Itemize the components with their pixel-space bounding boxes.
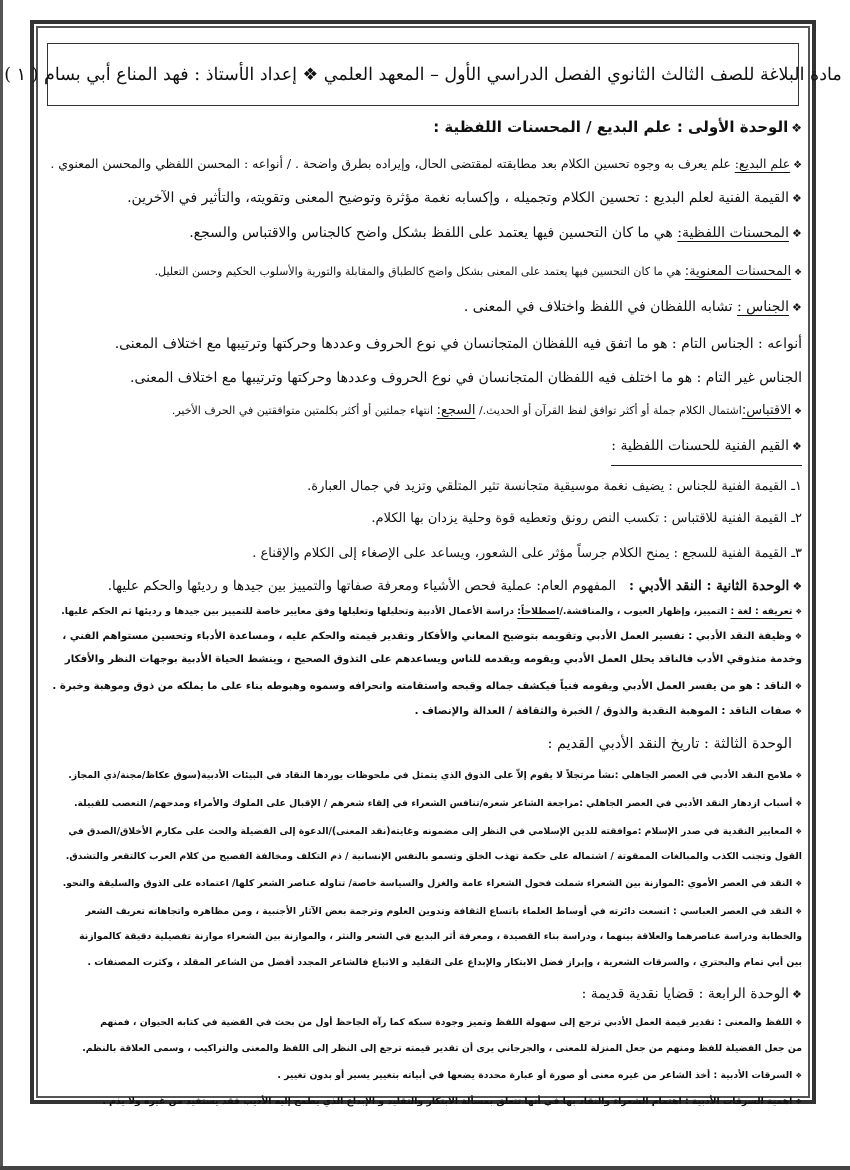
term-label: السجع: (436, 403, 476, 418)
term-label: المحسنات اللفظية: (677, 225, 789, 241)
scan-edge (0, 0, 3, 1170)
general-concept: المفهوم العام: عملية فحص الأشياء ومعرفة صفاتها والتمييز بين جيدها و رديئها والحكم عليها. (107, 578, 617, 594)
term-label: الجناس : (737, 299, 789, 315)
bullet-icon: ❖ (791, 301, 802, 314)
bullet-icon: ❖ (791, 121, 802, 135)
scan-edge (0, 1166, 850, 1170)
umawi-critique: ❖النقد في العصر الأموي :الموازنة بين الشعراء شملت فحول الشعراء عامة والغزل والسياسة خاصة/ تناوله عناصر الشعر كلها/ اعتماده على الذوق والسليقة والنحو. (62, 878, 802, 889)
bullet-icon: ❖ (795, 771, 802, 780)
bullet-icon: ❖ (795, 607, 802, 616)
abbasi-critique-1: ❖النقد في العصر العباسي : اتسعت دائرته في أوساط العلماء باتساع الثقافة وتدوين العلوم وترجمة بعض الآثار الأجنبية ، ومن مظاهره واتجاهاته تعريف الشعر (85, 906, 802, 917)
unit2-heading: الوحدة الثانية : النقد الأدبي : (629, 578, 790, 594)
page-frame (4, 20, 842, 1107)
islam-criteria-1: ❖المعايير النقدية في صدر الإسلام :موافقته للدين الإسلامي في النظر إلى مضمونه وغايته(نقد المعنى)/الدعوة إلى الفضيلة والحث على مكارم الأخلاق/الصدق في (68, 826, 802, 837)
bullet-icon: ❖ (791, 440, 802, 453)
term-label: تعريفه : لغة : (730, 606, 793, 617)
critic-traits: ❖صفات الناقد : الموهبة النقدية والذوق / الخبرة والثقافة / العدالة والإنصاف . (414, 706, 802, 717)
document-body (44, 112, 802, 1114)
badi-value: ❖القيمة الفنية لعلم البديع : تحسين الكلام وتجميله ، وإكسابه نغمة مؤثرة وتوضيح المعنى وتقويته، والتأثير في الآخرين. (127, 190, 802, 206)
bullet-icon: ❖ (794, 268, 802, 278)
term-label: علم البديع: (734, 156, 791, 171)
unit2-heading-row (44, 571, 802, 599)
bullet-icon: ❖ (794, 681, 802, 691)
islam-criteria-2: القول وتجنب الكذب والمبالغات الممقوتة / اشتماله على حكمة تهذب الخلق وتسمو بالنفس الإنسانية / ذم التكلف ومخالفة الفصيح من كلام العرب كالتقعر والتشدق. (65, 851, 802, 862)
term-label: اصطلاحاً: (517, 606, 560, 617)
title-box (4, 43, 842, 106)
jinas-tam: أنواعه : الجناس التام : هو ما اتفق فيه اللفظان المتجانسان في نوع الحروف وعددها وحركتها وترتيبها مع اختلاف المعنى. (114, 336, 802, 352)
bullet-icon: ❖ (795, 799, 802, 808)
term-label: المحسنات المعنوية: (684, 264, 792, 279)
sariqat-importance: ❖اهمية السرقات الأدبية : اهتمام الشعراء والنقاد بها في أنها تتعلق بمسألة الابتكار والتقليد و الإبداع الذي يطمح إليه الأديب فقد يستفيد من غيره ولا يذم . (102, 1096, 802, 1107)
bullet-icon: ❖ (791, 988, 802, 1001)
jinas-ghair-tam: الجناس غير التام : هو ما اختلف فيه اللفظان المتجانسان في نوع الحروف وعددها وحركتها وترتيبها مع اختلاف المعنى. (130, 370, 802, 386)
bullet-icon: ❖ (795, 1071, 802, 1080)
jahili-features: ❖ملامح النقد الأدبي في العصر الجاهلي :نشأ مرتجلاً لا يقوم إلاّ على الذوق الذي يتمثل في ملحوظات يوردها النقاد في البيئات الأدبية(سوق عكاظ/مجنة/ذي المجاز. (68, 770, 802, 781)
lafz-manna-2: من جعل الفضيلة للفظ ومنهم من جعل المنزلة للمعنى ، والجرجاني يرى أن تقدير قيمته ترجع إلى النظر إلى اللفظ والمعنى والتراكيب ، وسمى العلاقة بالنظم. (82, 1043, 802, 1054)
manawiya-definition: ❖المحسنات المعنوية: هي ما كان التحسين فيها يعتمد على المعنى بشكل واضح كالطباق والمقابلة والتورية والأسلوب الحكيم وحسن التعليل. (154, 264, 802, 279)
abbasi-critique-2: والخطابة ودراسة عناصرهما والعلاقة بينهما ، ودراسة بناء القصيدة ، ومعرفة أثر البديع في الشعر والنثر ، والموازنة بين الشعراء موازنة تفصيلية دقيقة كالموازنة (79, 931, 802, 942)
bullet-icon: ❖ (795, 827, 802, 836)
bullet-icon: ❖ (793, 160, 802, 171)
jahili-reasons: ❖أسباب ازدهار النقد الأدبي في العصر الجاهلي :مراجعة الشاعر شعره/تنافس الشعراء في إلقاء شعرهم / الإقبال على الملوك والأمراء ومدحهم/ التعصب للقبيلة. (74, 798, 802, 809)
jinas-definition: ❖الجناس : تشابه اللفظان في اللفظ واختلاف في المعنى . (463, 299, 802, 315)
term-label: الاقتباس: (741, 403, 792, 418)
unit1-heading: ❖الوحدة الأولى : علم البديع / المحسنات اللفظية : (44, 112, 802, 142)
abbasi-critique-3: بين أبي تمام والبحتري ، والسرقات الشعرية ، وإبراز فضل الابتكار والإبداع على التقليد و الاتباع فالشاعر المجدد أفضل من الشاعر المقلد ، وكثرت المصنفات . (87, 957, 802, 968)
unit4-heading: الوحدة الرابعة : قضايا نقدية قديمة : (581, 986, 789, 1002)
bullet-icon: ❖ (795, 879, 802, 888)
unit3-heading-row (44, 726, 802, 760)
critic-definition: ❖الناقد : هو من يفسر العمل الأدبي ويقومه فنياً فيكشف جماله وقبحه واستقامته وانحرافه وسموه وهبوطه بناء على ما يملكه من ذوق وموهبة وخبرة . (52, 681, 802, 692)
naqd-function-1: ❖وظيفة النقد الأدبي : تفسير العمل الأدبي وتقويمه بتوضيح المعاني والأفكار وتقدير قيمته والحكم عليه ، ومساعدة الأدباء وتحسين مستواهم الفني ، (62, 631, 802, 642)
iqtibas-saja-definition: ❖الاقتباس:اشتمال الكلام جملة أو أكثر توافق لفظ القرآن أو الحديث./ السجع: انتهاء جملتين أو أكثر بكلمتين متوافقتين في الحرف الأخير. (171, 403, 802, 418)
bullet-icon: ❖ (795, 1018, 802, 1027)
value-item: ٣ـ القيمة الفنية للسجع : يمنح الكلام جرساً مؤثر على الشعور، ويساعد على الإصغاء إلى الكلام والإقناع . (252, 546, 802, 561)
bullet-icon: ❖ (791, 227, 802, 240)
bullet-icon: ❖ (794, 631, 802, 641)
bullet-icon: ❖ (795, 907, 802, 916)
lafz-manna-1: ❖اللفظ والمعنى : تقدير قيمة العمل الأدبي ترجع إلى سهولة اللفظ وتميز وجودة سبكه كما رآه الجاحظ أول من بحث في القضية في كتابه الحيوان ، فمنهم (100, 1017, 802, 1028)
naqd-function-2: وخدمة متذوقي الأدب فالناقد يحلل العمل الأدبي ويقومه ويقدمه للناس ويساعدهم على التذوق الصحيح ، وينشط الحياة الأدبية بوجهات النظر والأفكار (64, 654, 802, 665)
lafziya-definition: ❖المحسنات اللفظية: هي ما كان التحسين فيها يعتمد على اللفظ بشكل واضح كالجناس والاقتباس والسجع. (189, 225, 802, 241)
page-title: مادة البلاغة للصف الثالث الثانوي الفصل الدراسي الأول – المعهد العلمي ❖ إعداد الأستاذ : فهد المناع أبي بسام ( ١ ) (4, 64, 842, 85)
bullet-icon: ❖ (795, 1097, 802, 1106)
bullet-icon: ❖ (794, 706, 802, 716)
unit4-heading-row (44, 976, 802, 1008)
values-heading: ❖القيم الفنية للحسنات اللفظية : (44, 429, 802, 467)
naqd-definition: ❖تعريفه : لغة : التمييز، وإظهار العيوب ، والمناقشة./اصطلاحاً: دراسة الأعمال الأدبية وتحليلها وتعليلها وفق معايير خاصة للتمييز بين جيدها و رديئها ثم الحكم عليها. (61, 606, 802, 617)
bullet-icon: ❖ (794, 407, 802, 417)
unit3-heading: الوحدة الثالثة : تاريخ النقد الأدبي القديم : (547, 726, 792, 760)
sariqat-definition: ❖السرقات الأدبية : أخذ الشاعر من غيره معنى أو صورة أو عبارة محددة يضعها في أبياته بتغيير يسير أو بدون تغيير . (277, 1070, 802, 1081)
value-item: ٢ـ القيمة الفنية للاقتباس : تكسب النص رونق وتعطيه قوة وحلية يزدان بها الكلام. (371, 511, 802, 526)
value-item: ١ـ القيمة الفنية للجناس : يضيف نغمة موسيقية متجانسة تثير المتلقي وتزيد في جمال العبارة. (307, 479, 802, 494)
badi-definition: ❖علم البديع: علم يعرف به وجوه تحسين الكلام بعد مطابقته لمقتضى الحال، وإيراده بطرق واضحة . / أنواعه : المحسن اللفظي والمحسن المعنوي . (50, 156, 802, 171)
bullet-icon: ❖ (792, 580, 802, 593)
bullet-icon: ❖ (791, 192, 802, 205)
